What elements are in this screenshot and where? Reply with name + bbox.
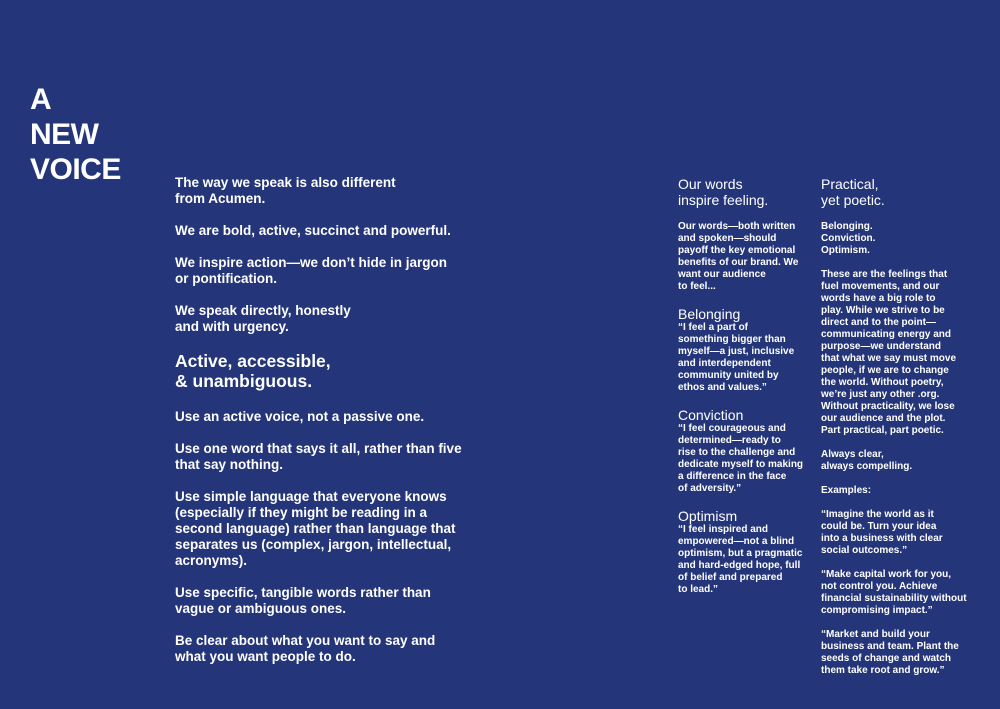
feelings-intro: Our words—both written and spoken—should payoff the key emotional benefits of our brand. We want our audience to feel... xyxy=(678,221,799,292)
example-1: “Imagine the world as it could be. Turn your idea into a business with clear social outcomes.” xyxy=(821,509,943,556)
tagline: Always clear, always compelling. xyxy=(821,449,913,472)
optimism-text: “I feel inspired and empowered—not a blind optimism, but a pragmatic and hard-edged hope, full of belief and prepared to lead.” xyxy=(678,524,803,595)
title-line-1: A xyxy=(30,83,52,116)
examples-label: Examples: xyxy=(821,485,872,496)
conviction-text: “I feel courageous and determined—ready to rise to the challenge and dedicate myself to making a difference in the face of adversity.” xyxy=(678,423,804,494)
conviction-title: Conviction xyxy=(678,407,744,423)
feelings-heading: Our words inspire feeling. xyxy=(678,176,769,208)
title-line-3: VOICE xyxy=(30,153,121,186)
page-title xyxy=(30,82,160,187)
belonging-text: “I feel a part of something bigger than myself—a just, inclusive and interdependent community united by ethos and values.” xyxy=(678,322,795,393)
guideline-be-clear: Be clear about what you want to say and what you want people to do. xyxy=(175,633,436,664)
belonging-title: Belonging xyxy=(678,306,741,322)
example-2: “Make capital work for you, not control you. Achieve financial sustainability without compromising impact.” xyxy=(821,569,967,616)
feelings-list: Belonging. Conviction. Optimism. xyxy=(821,221,876,256)
action-paragraph: We inspire action—we don’t hide in jargon or pontification. xyxy=(175,255,448,286)
optimism-title: Optimism xyxy=(678,508,738,524)
practical-body: These are the feelings that fuel movements, and our words have a big role to play. While we strive to be direct and to the point— communicating energy and purpose—we understand that what we say must move people, if we are to change the world. Without poetry, we’re just any other .org. Without practicality, we lose our audience and the plot. Part practical, part poetic. xyxy=(821,269,957,436)
title-line-2: NEW xyxy=(30,118,99,151)
feelings-column xyxy=(678,176,813,610)
example-3: “Market and build your business and team. Plant the seeds of change and watch them take root and grow.” xyxy=(821,629,959,676)
practical-column xyxy=(821,176,971,689)
bold-paragraph: We are bold, active, succinct and powerful. xyxy=(175,223,451,238)
practical-heading: Practical, yet poetic. xyxy=(821,176,885,208)
main-column xyxy=(175,175,480,681)
guideline-active-voice: Use an active voice, not a passive one. xyxy=(175,409,425,424)
guideline-simple-language: Use simple language that everyone knows (especially if they might be reading in a second language) rather than language that separates us (complex, jargon, intellectual, acronyms). xyxy=(175,489,456,568)
direct-paragraph: We speak directly, honestly and with urgency. xyxy=(175,303,351,334)
section-heading: Active, accessible, & unambiguous. xyxy=(175,351,331,391)
intro-paragraph: The way we speak is also different from Acumen. xyxy=(175,175,396,206)
guideline-specific-words: Use specific, tangible words rather than vague or ambiguous ones. xyxy=(175,585,431,616)
guideline-one-word: Use one word that says it all, rather than five that say nothing. xyxy=(175,441,462,472)
